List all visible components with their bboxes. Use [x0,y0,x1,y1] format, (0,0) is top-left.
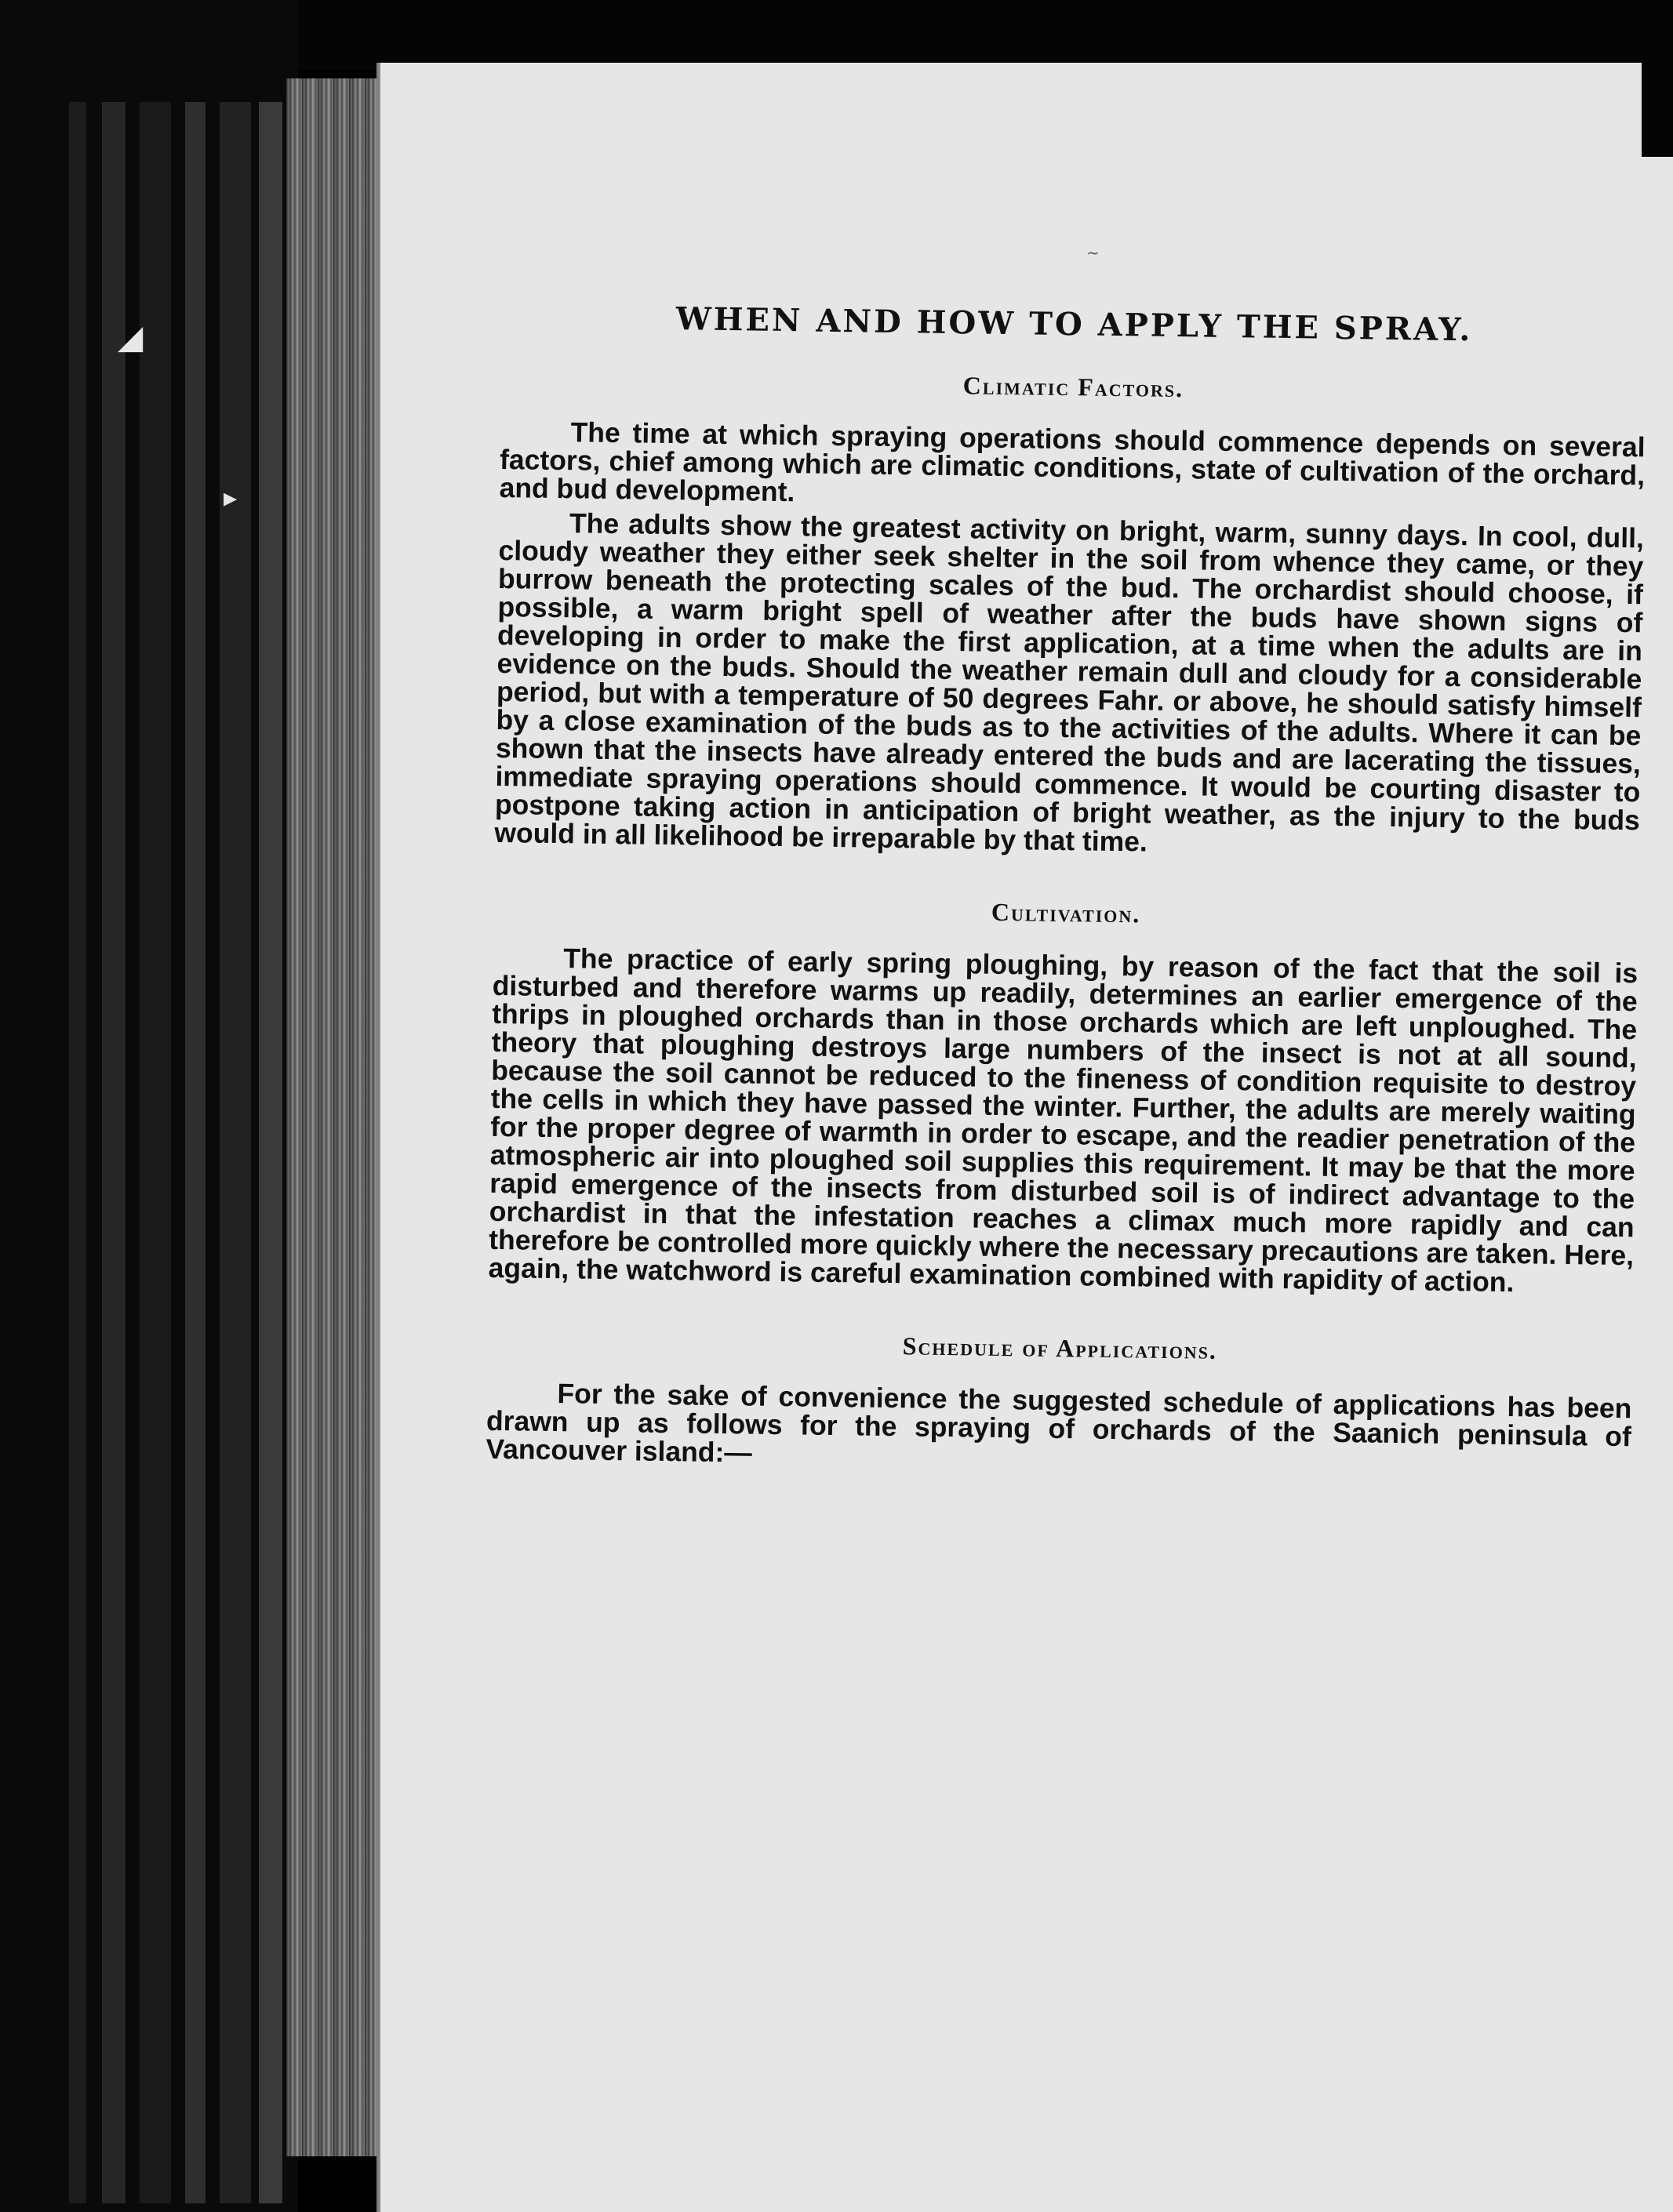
edge-strip [259,102,282,2203]
paragraph: The practice of early spring ploughing, by reason of the fact that the soil is disturbed and therefore warms up readily, determines an earlier emergence of the thrips in ploughed orchards than in those orchards which are left unploughed. The theory that ploughing destroys large numbers of the insect is not at all sound, because the soil cannot be reduced to the fineness of condition requisite to destroy the cells in which they have passed the winter. Further, the adults are merely waiting for the proper degree of warmth in order to escape, and the readier penetration of the atmospheric air into ploughed soil supplies this requirement. It may be that the more rapid emergence of the insects from disturbed soil is of indirect advantage to the orchardist in that the infestation reaches a climax much more rapidly and can therefore be controlled more quickly where the necessary precautions are taken. Here, again, the watchword is careful examination combined with rapidity of action. [488,943,1638,1299]
film-border-right [1642,0,1673,157]
edge-strip [69,102,86,2203]
document-body [486,298,1647,1479]
margin-tick-icon: ◢ [118,318,144,356]
paragraph: The adults show the greatest activity on bright, warm, sunny days. In cool, dull, cloudy weather they either seek shelter in the soil from whence they came, or they burrow beneath the protecting scales of the bud. The orchardist should choose, if possible, a warm bright spell of weather after the buds have shown signs of developing in order to make the first application, at a time when the adults are in evidence on the buds. Should the weather remain dull and cloudy for a considerable period, but with a temperature of 50 degrees Fahr. or above, he should satisfy himself by a close examination of the buds as to the activities of the adults. Where it can be shown that the insects have already entered the buds and are lacerating the tissues, immediate spraying operations should commence. It would be courting disaster to postpone taking action in anticipation of bright weather, as the injury to the buds would in all likelihood be irreparable by that time. [494,507,1645,858]
section-heading-cultivation: Cultivation. [991,897,1141,928]
edge-strip [102,102,125,2203]
page-stack-edge [286,78,388,2156]
edge-strip [140,102,171,2203]
paragraph: The time at which spraying operations should commence depends on several factors, chief among which are climatic conditions, state of cultivation of the orchard, and bud development. [499,416,1646,508]
section-heading-climatic: Climatic Factors. [962,371,1184,403]
page-title: WHEN AND HOW TO APPLY THE SPRAY. [675,300,1473,349]
edge-strip [185,102,205,2203]
left-margin [0,0,298,2212]
page-speck [1086,243,1118,248]
margin-tick-icon: ▸ [224,482,238,514]
paragraph: For the sake of convenience the suggested schedule of applications has been drawn up as follows for the spraying of orchards of the Saanich peninsula of Vancouver island:— [486,1378,1632,1469]
section-heading-schedule: Schedule of Applications. [902,1331,1218,1364]
edge-strip [220,102,251,2203]
